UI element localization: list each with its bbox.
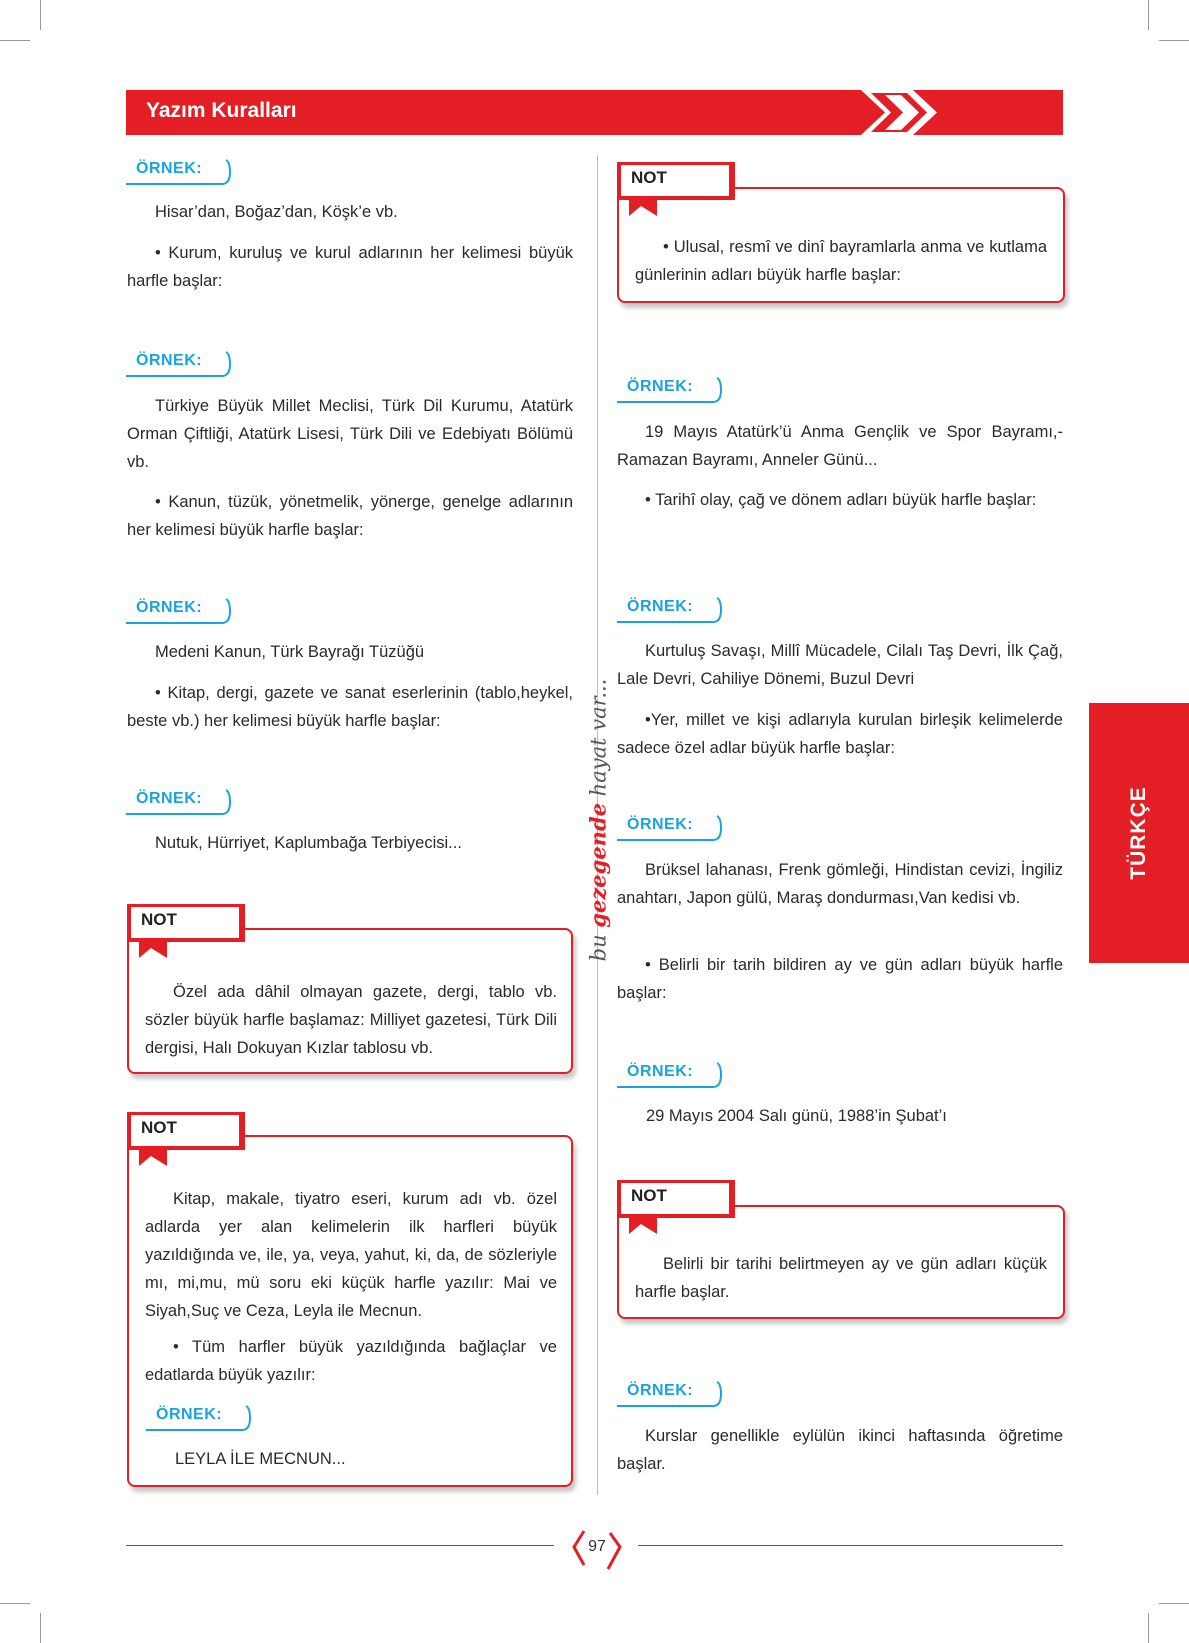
- example-text: 29 Mayıs 2004 Salı günü, 1988’in Şubat’ı: [646, 1107, 947, 1125]
- rule-text: • Tüm harfler büyük yazıldığında bağlaçlar ve edatlarda büyük yazılır:: [145, 1338, 557, 1384]
- ornek-label: [617, 814, 725, 842]
- ornek-label: [126, 788, 234, 816]
- subject-tab-label: TÜRKÇE: [1127, 786, 1150, 880]
- ornek-label-text: ÖRNEK:: [156, 1406, 223, 1423]
- ornek-label: [617, 1061, 725, 1089]
- note-tag-label: NOT: [631, 1186, 667, 1205]
- tagline-prefix: bu: [586, 927, 611, 962]
- ornek-label: [126, 350, 234, 378]
- ornek-label-text: ÖRNEK:: [136, 352, 203, 369]
- example-text: LEYLA İLE MECNUN...: [175, 1450, 346, 1468]
- note-text: Kitap, makale, tiyatro eseri, kurum adı vb. özel adlarda yer alan kelimelerin ilk harfleri büyük yazıldığında ve, ile, ya, veya, yahut, ki, da, de sözleriyle mı, mi,mu, mü soru eki küçük harfle yazılır: Mai ve Siyah,Suç ve Ceza, Leyla ile Mecnun.: [145, 1190, 557, 1320]
- rule-text: • Tarihî olay, çağ ve dönem adları büyük harfle başlar:: [645, 491, 1037, 509]
- example-text: Nutuk, Hürriyet, Kaplumbağa Terbiyecisi...: [155, 834, 462, 852]
- note-tag: [617, 156, 739, 235]
- section-header: [126, 90, 1063, 135]
- note-text: Belirli bir tarihi belirtmeyen ay ve gün adları küçük harfle başlar.: [635, 1255, 1047, 1301]
- example-text: Kurslar genellikle eylülün ikinci haftasında öğretime başlar.: [617, 1427, 1063, 1473]
- rule-text: • Belirli bir tarih bildiren ay ve gün adları büyük harfle başlar:: [617, 956, 1063, 1002]
- example-text: 19 Mayıs Atatürk’ü Anma Gençlik ve Spor Bayramı,-Ramazan Bayramı, Anneler Günü...: [617, 423, 1063, 469]
- note-tag-label: NOT: [141, 910, 177, 929]
- footer-line-right: [638, 1545, 1063, 1546]
- crop-mark: [1148, 1613, 1149, 1643]
- rule-text: • Kanun, tüzük, yönetmelik, yönerge, genelge adlarının her kelimesi büyük harfle başlar:: [127, 493, 573, 539]
- rule-text: •Yer, millet ve kişi adlarıyla kurulan birleşik kelimelerde sadece özel adlar büyük harfle başlar:: [617, 711, 1063, 757]
- footer-line-left: [126, 1545, 554, 1546]
- crop-mark: [1159, 1603, 1189, 1604]
- ornek-label: [146, 1404, 254, 1432]
- crop-mark: [0, 1603, 30, 1604]
- note-tag: [127, 898, 249, 977]
- ornek-label-text: ÖRNEK:: [627, 1382, 694, 1399]
- chevrons-icon: [861, 90, 951, 135]
- example-text: Brüksel lahanası, Frenk gömleği, Hindistan cevizi, İngiliz anahtarı, Japon gülü, Maraş dondurması,Van kedisi vb.: [617, 861, 1063, 907]
- ornek-label-text: ÖRNEK:: [136, 599, 203, 616]
- example-text: Türkiye Büyük Millet Meclisi, Türk Dil Kurumu, Atatürk Orman Çiftliği, Atatürk Lisesi, Türk Dili ve Edebiyatı Bölümü vb.: [127, 397, 573, 471]
- ornek-label: [617, 1380, 725, 1408]
- note-tag-label: NOT: [631, 168, 667, 187]
- crop-mark: [0, 40, 30, 41]
- tagline-suffix: hayat var...: [586, 678, 611, 804]
- ornek-label-text: ÖRNEK:: [627, 816, 694, 833]
- ornek-label-text: ÖRNEK:: [136, 790, 203, 807]
- example-text: Kurtuluş Savaşı, Millî Mücadele, Cilalı Taş Devri, İlk Çağ, Lale Devri, Cahiliye Dönemi, Buzul Devri: [617, 642, 1063, 688]
- page-number: 97: [588, 1538, 606, 1555]
- crop-mark: [40, 1613, 41, 1643]
- note-text: • Ulusal, resmî ve dinî bayramlarla anma ve kutlama günlerinin adları büyük harfle başlar:: [635, 238, 1047, 284]
- subject-tab: [1089, 703, 1189, 963]
- note-tag-label: NOT: [141, 1118, 177, 1137]
- ornek-label: [617, 376, 725, 404]
- ornek-label-text: ÖRNEK:: [627, 378, 694, 395]
- section-title: Yazım Kuralları: [146, 99, 297, 122]
- rule-text: • Kitap, dergi, gazete ve sanat eserlerinin (tablo,heykel, beste vb.) her kelimesi büyük harfle başlar:: [127, 684, 573, 730]
- ornek-label-text: ÖRNEK:: [627, 1063, 694, 1080]
- note-tag: [127, 1106, 249, 1185]
- tagline-highlight: gezegende: [585, 803, 611, 928]
- example-text: Medeni Kanun, Türk Bayrağı Tüzüğü: [155, 643, 425, 661]
- rule-text: • Kurum, kuruluş ve kurul adlarının her kelimesi büyük harfle başlar:: [127, 244, 573, 290]
- note-tag: [617, 1174, 739, 1253]
- example-text: Hisar’dan, Boğaz’dan, Köşk’e vb.: [155, 203, 398, 221]
- ornek-label-text: ÖRNEK:: [136, 160, 203, 177]
- crop-mark: [1148, 0, 1149, 30]
- note-text: Özel ada dâhil olmayan gazete, dergi, tablo vb. sözler büyük harfle başlamaz: Milliyet gazetesi, Türk Dili dergisi, Halı Dokuyan Kızlar tablosu vb.: [145, 983, 557, 1057]
- crop-mark: [1159, 40, 1189, 41]
- ornek-label: [126, 597, 234, 625]
- ornek-label: [126, 158, 234, 186]
- ornek-label-text: ÖRNEK:: [627, 598, 694, 615]
- page-number-badge: [570, 1525, 624, 1573]
- crop-mark: [40, 0, 41, 30]
- ornek-label: [617, 596, 725, 624]
